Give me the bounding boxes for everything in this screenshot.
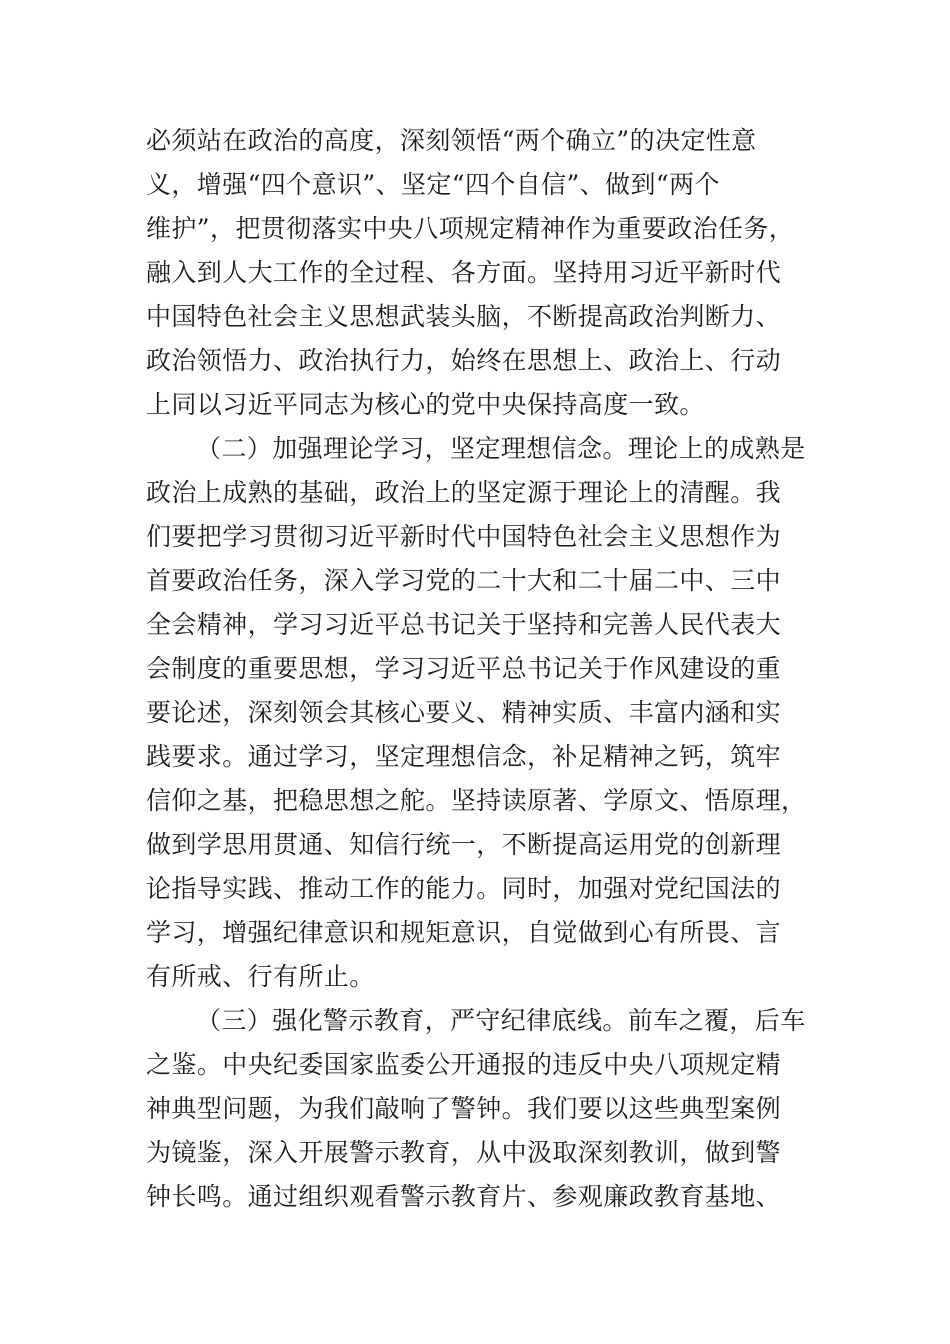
text-line: 们要把学习贯彻习近平新时代中国特色社会主义思想作为 <box>146 522 782 551</box>
text-line: 政治上成熟的基础，政治上的坚定源于理论上的清醒。我 <box>146 478 782 507</box>
text-line: 首要政治任务，深入学习党的二十大和二十届二中、三中 <box>146 566 782 595</box>
body-text <box>146 119 806 1219</box>
text-line: 信仰之基，把稳思想之舵。坚持读原著、学原文、悟原理， <box>146 786 807 815</box>
text-line: 维护”，把贯彻落实中央八项规定精神作为重要政治任务， <box>146 214 795 243</box>
text-line: 学习，增强纪律意识和规矩意识，自觉做到心有所畏、言 <box>146 918 782 947</box>
text-line: 钟长鸣。通过组织观看警示教育片、参观廉政教育基地、 <box>146 1182 782 1211</box>
text-line: 中国特色社会主义思想武装头脑，不断提高政治判断力、 <box>146 302 782 331</box>
text-line: 做到学思用贯通、知信行统一，不断提高运用党的创新理 <box>146 830 782 859</box>
text-line: 要论述，深刻领会其核心要义、精神实质、丰富内涵和实 <box>146 698 782 727</box>
text-line: 全会精神，学习习近平总书记关于坚持和完善人民代表大 <box>146 610 782 639</box>
text-line: 为镜鉴，深入开展警示教育，从中汲取深刻教训，做到警 <box>146 1138 782 1167</box>
text-line: 上同以习近平同志为核心的党中央保持高度一致。 <box>146 390 705 419</box>
text-line: 践要求。通过学习，坚定理想信念，补足精神之钙，筑牢 <box>146 742 782 771</box>
text-line: 融入到人大工作的全过程、各方面。坚持用习近平新时代 <box>146 258 782 287</box>
text-line: 会制度的重要思想，学习习近平总书记关于作风建设的重 <box>146 654 782 683</box>
text-line: 必须站在政治的高度，深刻领悟“两个确立”的决定性意 <box>146 126 757 155</box>
text-line: 论指导实践、推动工作的能力。同时，加强对党纪国法的 <box>146 874 782 903</box>
text-line: 神典型问题，为我们敲响了警钟。我们要以这些典型案例 <box>146 1094 782 1123</box>
text-line: 政治领悟力、政治执行力，始终在思想上、政治上、行动 <box>146 346 782 375</box>
text-line: 之鉴。中央纪委国家监委公开通报的违反中央八项规定精 <box>146 1050 782 1079</box>
text-line: 义，增强“四个意识”、坚定“四个自信”、做到“两个 <box>146 170 720 199</box>
section-heading-line: （二）加强理论学习，坚定理想信念。理论上的成熟是 <box>196 434 806 463</box>
section-heading-line: （三）强化警示教育，严守纪律底线。前车之覆，后车 <box>196 1006 806 1035</box>
text-line: 有所戒、行有所止。 <box>146 962 375 991</box>
